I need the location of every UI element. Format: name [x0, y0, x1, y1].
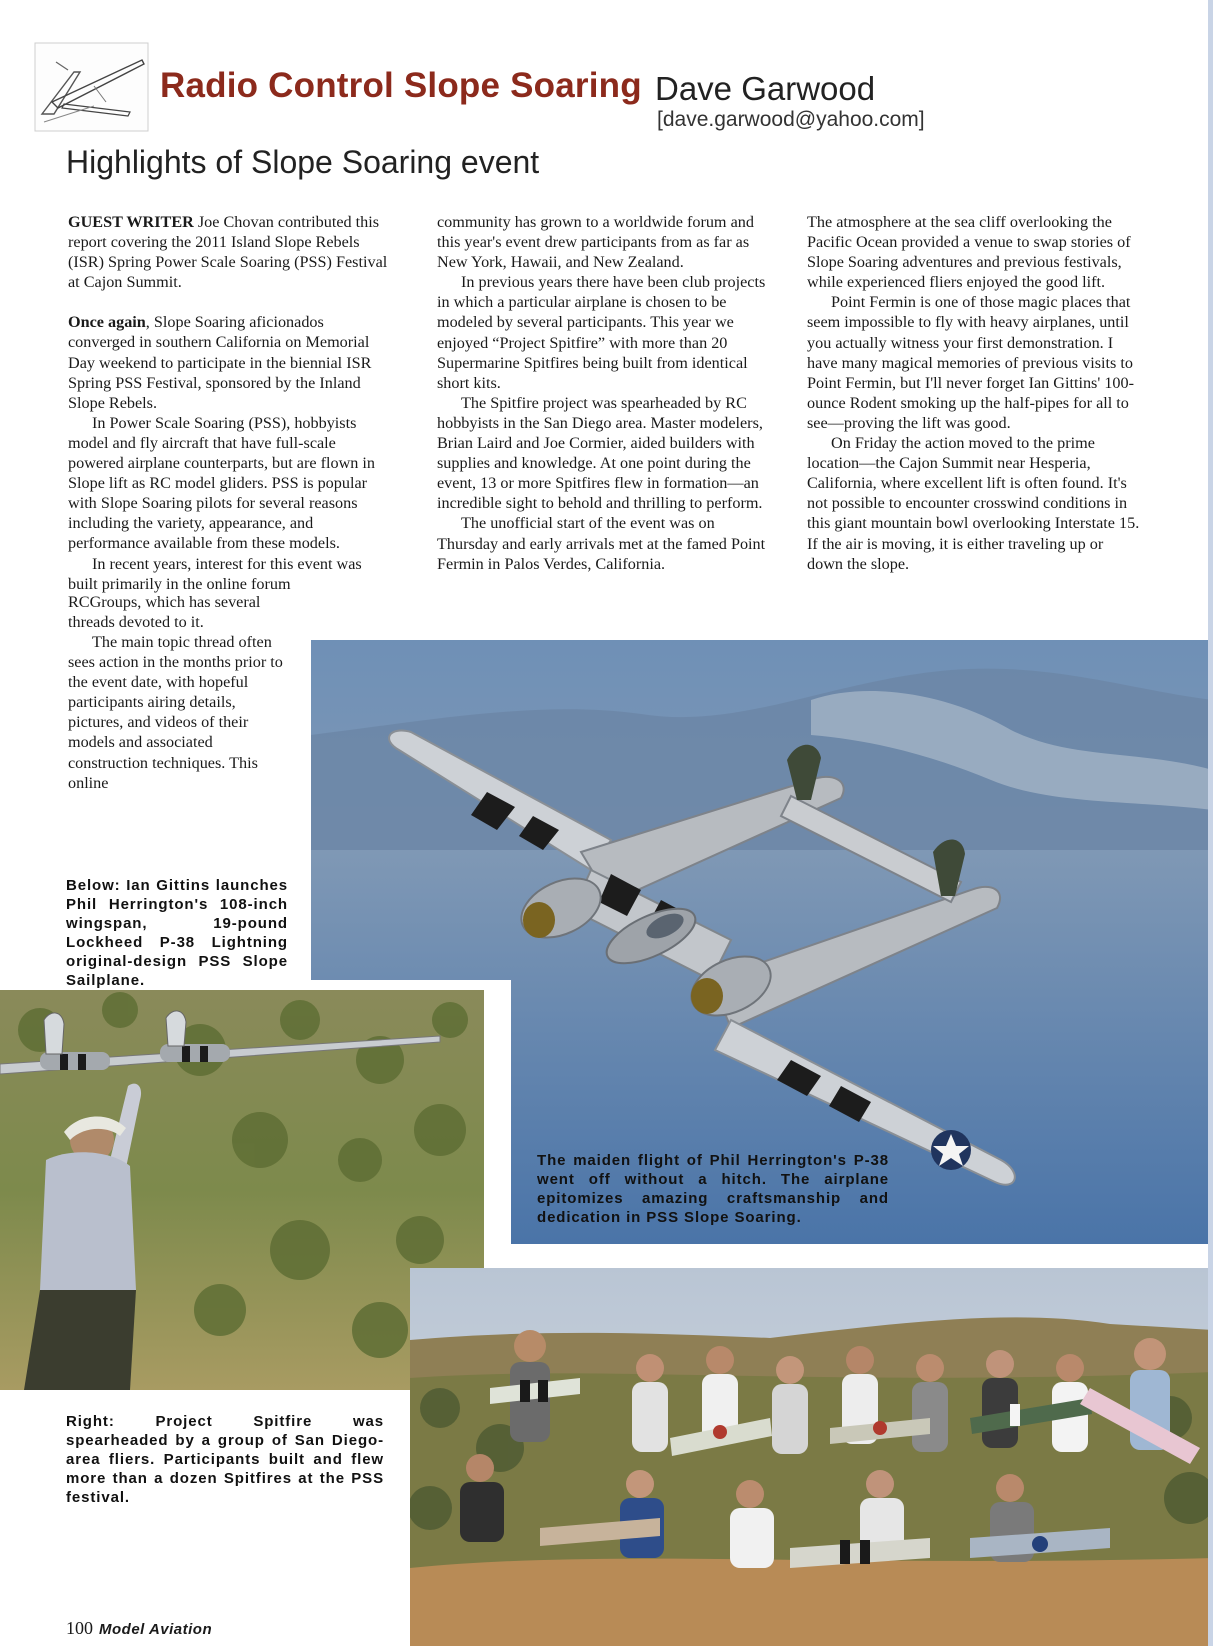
- lead-in: Once again: [68, 313, 146, 332]
- caption-right: Right: Project Spitfire was spearheaded by a group of San Diego-area fliers. Participants built and flew more than a dozen Spitfires at the PSS festival.: [66, 1413, 384, 1506]
- paragraph: The Spitfire project was spearheaded by RC hobbyists in the San Diego area. Master modelers, Brian Laird and Joe Cormier, aided builders with supplies and knowledge. At one point during the event, 13 or more Spitfires flew in formation—an incredible sight to behold and thrilling to perform.: [437, 393, 763, 513]
- section-title: Radio Control Slope Soaring: [160, 66, 642, 105]
- paragraph: In recent years, interest for this event was built primarily in the online forum: [68, 554, 362, 593]
- article-column-1-wrap: [68, 592, 298, 632]
- magazine-name: Model Aviation: [99, 1621, 213, 1638]
- paragraph-text: Joe Chovan contributed this report covering the 2011 Island Slope Rebels (ISR) Spring Power Scale Soaring (PSS) Festival at Cajon Summit.: [68, 213, 388, 292]
- caption-below: Below: Ian Gittins launches Phil Herrington's 108-inch wingspan, 19-pound Lockheed P-38 Lightning original-design PSS Slope Sailplane.: [66, 877, 288, 989]
- paragraph: RCGroups, which has several threads devoted to it.: [68, 593, 261, 632]
- project-spitfire-group-photo: [410, 1268, 1213, 1646]
- page-number: 100: [66, 1618, 93, 1638]
- article-subtitle: Highlights of Slope Soaring event: [66, 144, 540, 180]
- paragraph: On Friday the action moved to the prime location—the Cajon Summit near Hesperia, California, where excellent lift is often found. It's not possible to encounter crosswind conditions in this giant mountain bowl overlooking Interstate 15. If the air is moving, it is either traveling up or down the slope.: [807, 434, 1140, 573]
- paragraph: In Power Scale Soaring (PSS), hobbyists model and fly aircraft that have full-scale powered airplane counterparts, but are flown in Slope lift as RC model gliders. PSS is popular with Slope Soaring pilots for several reasons including the variety, appearance, and performance available from these models.: [68, 413, 375, 553]
- paragraph: The unofficial start of the event was on Thursday and early arrivals met at the famed Point Fermin in Palos Verdes, California.: [437, 514, 766, 573]
- glider-sketch-icon: [34, 42, 149, 132]
- paragraph: The main topic thread often sees action in the months prior to the event date, with hopeful participants airing details, pictures, and videos of their models and associated construction techniques. This online: [68, 633, 283, 792]
- paragraph: community has grown to a worldwide forum and this year's event drew participants from as far as New York, Hawaii, and New Zealand.: [437, 213, 754, 272]
- page-folio: [66, 1618, 212, 1639]
- paragraph: [68, 312, 393, 412]
- page-edge: [1208, 0, 1213, 1646]
- paragraph-text: , Slope Soaring aficionados converged in southern California on Memorial Day weekend to participate in the biennial ISR Spring PSS Festival, sponsored by the Inland Slope Rebels.: [68, 313, 372, 412]
- paragraph: The atmosphere at the sea cliff overlooking the Pacific Ocean provided a venue to swap stories of Slope Soaring adventures and previous festivals, while experienced fliers enjoyed the good lift.: [807, 213, 1131, 292]
- caption-maiden-flight: The maiden flight of Phil Herrington's P-38 went off without a hitch. The airplane epitomizes amazing craftsmanship and dedication in PSS Slope Soaring.: [537, 1152, 889, 1226]
- author-name: Dave Garwood: [655, 70, 876, 107]
- article-column-1-narrow: [68, 632, 288, 793]
- paragraph: [68, 212, 393, 292]
- lead-in: GUEST WRITER: [68, 213, 194, 231]
- author-email: [dave.garwood@yahoo.com]: [657, 108, 925, 131]
- article-column-1: [68, 212, 393, 594]
- paragraph: In previous years there have been club projects in which a particular airplane is chosen to be modeled by several participants. This year we enjoyed “Project Spitfire” with more than 20 Supermarine Spitfires being built from identical short kits.: [437, 273, 766, 392]
- article-column-2: [437, 212, 767, 574]
- article-column-3: [807, 212, 1142, 574]
- paragraph: Point Fermin is one of those magic places that seem impossible to fly with heavy airplanes, until you actually witness your first demonstration. I have many magical memories of previous visits to Point Fermin, but I'll never forget Ian Gittins' 100-ounce Rodent smoking up the half-pipes for all to see—proving the lift was good.: [807, 293, 1134, 432]
